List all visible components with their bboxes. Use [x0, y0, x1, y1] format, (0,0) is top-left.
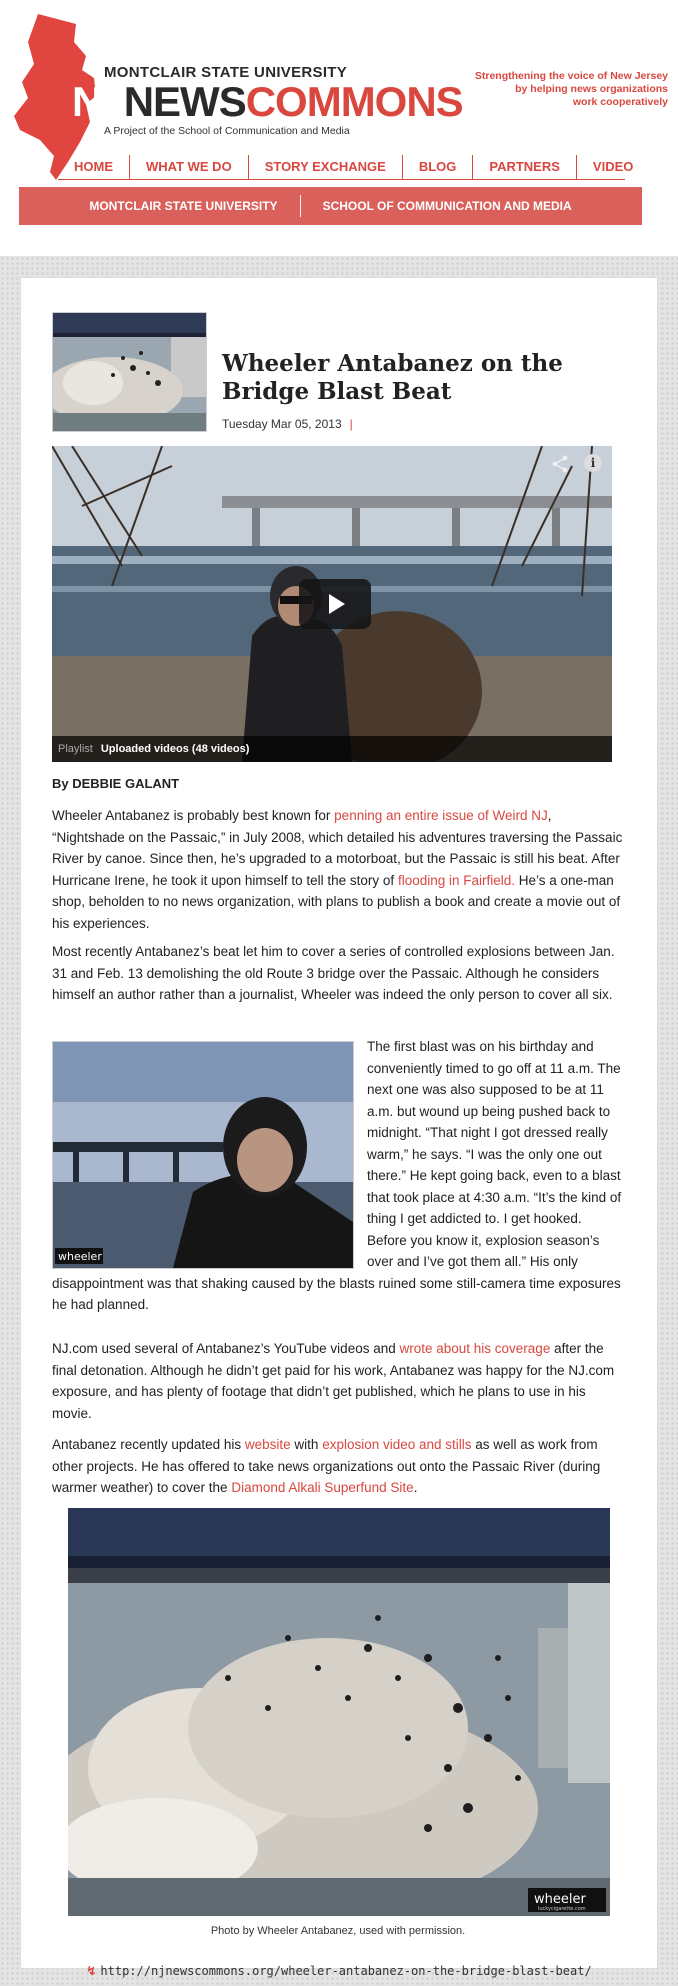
- nav-home[interactable]: HOME: [74, 159, 113, 174]
- tagline-line: by helping news organizations: [515, 83, 668, 95]
- article-title: Wheeler Antabanez on the Bridge Blast Beat: [222, 350, 563, 405]
- playlist-title[interactable]: Uploaded videos (48 videos): [100, 743, 250, 755]
- blast-watermark: wheeler: [534, 1892, 586, 1907]
- info-icon[interactable]: i: [584, 454, 602, 472]
- paragraph-text: with: [290, 1437, 323, 1452]
- nav-story-exchange[interactable]: STORY EXCHANGE: [248, 155, 402, 179]
- site-tagline: [438, 70, 668, 109]
- link-pin-icon: ↯: [86, 1964, 97, 1978]
- link-diamond-alkali[interactable]: Diamond Alkali Superfund Site: [231, 1480, 414, 1495]
- nav-blog[interactable]: BLOG: [402, 155, 473, 179]
- logo-news: NEWS: [123, 78, 246, 125]
- paragraph-text: .: [413, 1480, 418, 1495]
- logo-nj: NJ: [72, 78, 124, 125]
- play-button[interactable]: [299, 579, 371, 629]
- paragraph-text: NJ.com used several of Antabanez’s YouTube videos and: [52, 1341, 400, 1356]
- paragraph-5: [52, 1434, 624, 1499]
- site-logo[interactable]: [72, 80, 463, 124]
- nav-partners[interactable]: PARTNERS: [472, 155, 576, 179]
- blast-image: [68, 1508, 610, 1916]
- date-text: Tuesday Mar 05, 2013: [222, 417, 342, 431]
- subnav-divider: [300, 195, 301, 217]
- share-icon[interactable]: [550, 454, 570, 474]
- article-date: [222, 417, 353, 431]
- sub-nav: [19, 187, 642, 225]
- blast-watermark-url: luckycigarette.com: [538, 1906, 586, 1912]
- paragraph-2: Most recently Antabanez’s beat let him to cover a series of controlled explosions between Jan. 31 and Feb. 13 demolishing the old Route 3 bridge over the Passaic. Although he considers himself an author rather than a journalist, Wheeler was indeed the only person to cover all six.: [52, 944, 615, 1002]
- tagline-line: Strengthening the voice of New Jersey: [474, 70, 668, 82]
- link-explosion-video[interactable]: explosion video and stills: [322, 1437, 472, 1452]
- paragraph-text: after the final detonation. Although he didn’t get paid for his work, Antabanez was happy for the NJ.com exposure, and has plenty of footage that didn’t get published, which he plans to use in his movie.: [52, 1341, 615, 1421]
- date-separator: |: [349, 417, 353, 431]
- paragraph-1: [52, 805, 624, 934]
- video-playlist-bar[interactable]: [52, 736, 612, 762]
- portrait-watermark: wheeler: [58, 1250, 102, 1263]
- subnav-montclair[interactable]: MONTCLAIR STATE UNIVERSITY: [89, 199, 278, 213]
- article-byline: By DEBBIE GALANT: [52, 776, 180, 791]
- thumbnail-image: [53, 313, 206, 431]
- nav-what-we-do[interactable]: WHAT WE DO: [129, 155, 248, 179]
- paragraph-text: The first blast was on his birthday and conveniently timed to go off at 11 a.m. The next one was also supposed to be at 11 a.m. but wound up being pushed back to midnight. “That night I got dressed really warm,” he says. “I was the only one out there.” He kept going back, even to a blast that took place at 4:30 a.m. “It’s the kind of thing I get addicted to. I get hooked. Before you know it, explosion season’s over and I’ve got them all.” His only disappointment was that shaking caused by the blasts ruined some still-camera time exposures he had planned.: [52, 1039, 622, 1312]
- paragraph-text: , “Nightshade on the Passaic,” in July 2008, which detailed his adventures traversing the Passaic River by canoe. Since then, he’s upgraded to a motorboat, but the Passaic is still his beat. After Hurricane Irene, he took it upon himself to tell the story of: [52, 808, 623, 888]
- page-url: [0, 1964, 678, 1978]
- tagline-line: work cooperatively: [572, 96, 668, 108]
- portrait-image: [53, 1042, 353, 1268]
- paragraph-text: Antabanez recently updated his: [52, 1437, 245, 1452]
- link-website[interactable]: website: [244, 1437, 291, 1452]
- video-player[interactable]: [52, 446, 612, 762]
- wheeler-portrait-image[interactable]: [52, 1041, 354, 1269]
- link-flooding-fairfield[interactable]: flooding in Fairfield.: [397, 872, 516, 888]
- university-name: MONTCLAIR STATE UNIVERSITY: [104, 64, 348, 81]
- site-header: [0, 0, 678, 240]
- bridge-blast-photo[interactable]: [68, 1508, 610, 1916]
- url-text[interactable]: http://njnewscommons.org/wheeler-antabanez-on-the-bridge-blast-beat/: [100, 1964, 592, 1978]
- paragraph-text: as well as work from other projects. He has offered to take news organizations out onto the Passaic River (during warmer weather) to cover the: [52, 1437, 601, 1495]
- article-thumbnail[interactable]: [52, 312, 207, 432]
- paragraph-text: Wheeler Antabanez is probably best known for: [52, 808, 335, 823]
- nav-video[interactable]: VIDEO: [576, 155, 649, 179]
- playlist-label[interactable]: Playlist: [58, 743, 93, 755]
- subnav-school[interactable]: SCHOOL OF COMMUNICATION AND MEDIA: [322, 199, 572, 213]
- link-wrote-about-coverage[interactable]: wrote about his coverage: [399, 1341, 551, 1356]
- paragraph-4: [52, 1338, 624, 1424]
- main-nav: [58, 155, 649, 179]
- photo-caption: Photo by Wheeler Antabanez, used with permission.: [210, 1925, 466, 1937]
- paragraph-text: He’s a one-man shop, beholden to no news organization, with plans to publish a book and create a movie out of his experiences.: [52, 872, 621, 931]
- logo-subtitle: A Project of the School of Communication and Media: [104, 125, 350, 137]
- nav-divider: [58, 179, 625, 186]
- link-weird-nj[interactable]: penning an entire issue of Weird NJ: [334, 808, 548, 823]
- logo-commons: COMMONS: [245, 78, 463, 125]
